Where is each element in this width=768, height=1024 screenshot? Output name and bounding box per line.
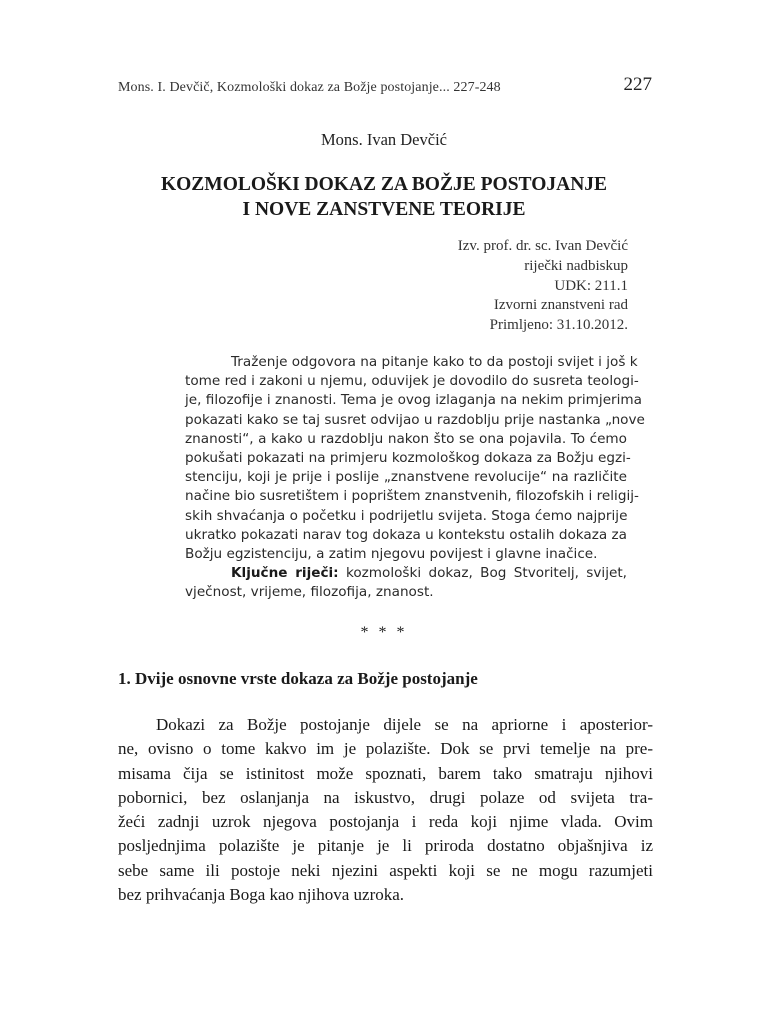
article-metadata xyxy=(458,237,628,336)
author-affiliation: Izv. prof. dr. sc. Ivan Devčić xyxy=(457,238,628,254)
received-date: Primljeno: 31.10.2012. xyxy=(489,317,628,334)
abstract-line: pokušati pokazati na primjeru kozmološkog dokaza za Božju egzi- xyxy=(185,450,631,467)
abstract-line: ukratko pokazati narav tog dokaza u kontekstu ostalih dokaza za xyxy=(185,526,627,543)
section-heading: 1. Dvije osnovne vrste dokaza za Božje postojanje xyxy=(118,669,478,688)
abstract-line: stenciju, koji je prije i poslije „znanstvene revolucije“ na različite xyxy=(185,469,627,486)
keywords-line-2: vječnost, vrijeme, filozofija, znanost. xyxy=(185,584,434,601)
abstract-line: je, filozofije i znanosti. Tema je ovog izlaganja na nekim primjerima xyxy=(185,392,642,409)
author-name: Mons. Ivan Devčić xyxy=(320,130,447,149)
abstract-line: znanosti“, a kako u razdoblju nakon što se ona pojavila. To ćemo xyxy=(185,430,627,447)
author-role: riječki nadbiskup xyxy=(524,257,628,274)
section-separator: * * * xyxy=(360,624,408,641)
keywords-text: kozmološki dokaz, Bog Stvoritelj, svijet, xyxy=(345,565,627,582)
body-line: pobornici, bez oslanjanja na iskustvo, drugi polaze od svijeta tra- xyxy=(118,787,653,807)
body-line: posljednjima polazište je pitanje je li priroda dostatno objašnjiva iz xyxy=(118,836,653,856)
body-line: Dokazi za Božje postojanje dijele se na apriorne i aposterior- xyxy=(156,715,653,734)
abstract-line: načine bio susretištem i poprištem znanstvenih, filozofskih i religij- xyxy=(185,488,639,505)
running-head-citation: Mons. I. Devčič, Kozmološki dokaz za Božje postojanje... 227-248 xyxy=(118,80,501,95)
keywords-line xyxy=(185,564,627,583)
keywords-label: Ključne riječi: xyxy=(231,565,339,582)
udk-code: UDK: 211.1 xyxy=(554,277,628,294)
page-number: 227 xyxy=(623,74,652,95)
body-paragraph xyxy=(118,713,653,907)
body-line: misama čija se istinitost može spoznati, barem tako smatraju njihovi xyxy=(118,763,653,783)
abstract-line: pokazati kako se taj susret odvijao u razdoblju prije nastanka „nove xyxy=(185,411,645,428)
paper-type: Izvorni znanstveni rad xyxy=(493,297,628,314)
abstract-line: tome red i zakoni u njemu, oduvijek je dovodilo do susreta teologi- xyxy=(185,373,639,390)
abstract xyxy=(185,353,645,603)
title-line-2: I NOVE ZANSTVENE TEORIJE xyxy=(242,199,526,220)
abstract-line: Božju egzistenciju, a zatim njegovu povijest i glavne inačice. xyxy=(185,546,598,563)
body-line: žeći zadnji uzrok njegova postojanja i reda koji njime vlada. Ovim xyxy=(118,812,653,832)
article-title xyxy=(0,172,768,222)
running-head xyxy=(118,76,652,100)
abstract-line: Traženje odgovora na pitanje kako to da postoji svijet i još k xyxy=(231,354,638,370)
title-line-1: KOZMOLOŠKI DOKAZ ZA BOŽJE POSTOJANJE xyxy=(160,174,608,195)
abstract-line: skih shvaćanja o početku i podrijetlu svijeta. Stoga ćemo najprije xyxy=(185,507,628,524)
body-line: sebe same ili postoje neki njezini aspekti koji se ne mogu razumjeti xyxy=(118,860,653,880)
body-line: bez prihvaćanja Boga kao njihova uzroka. xyxy=(118,885,405,905)
body-line: ne, ovisno o tome kakvo im je polazište. Dok se prvi temelje na pre- xyxy=(118,739,653,759)
